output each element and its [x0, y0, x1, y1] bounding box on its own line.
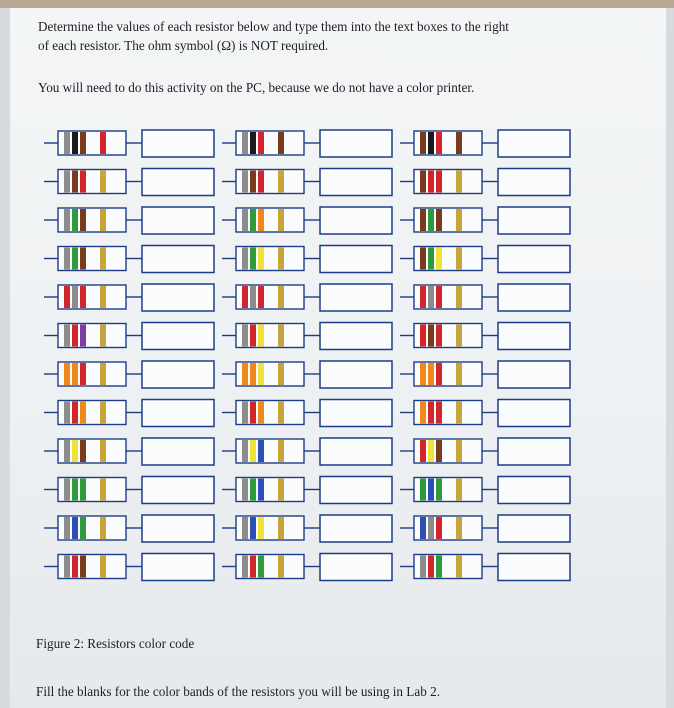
resistor-item [222, 207, 392, 234]
color-band-gold [456, 517, 462, 539]
resistor-value-input[interactable] [498, 400, 570, 427]
color-band-brown [428, 325, 434, 347]
resistor-item [222, 515, 392, 542]
color-band-gray [64, 209, 70, 231]
color-band-green [250, 479, 256, 501]
color-band-red [436, 402, 442, 424]
color-band-brown [80, 209, 86, 231]
color-band-gold [456, 171, 462, 193]
color-band-yellow [72, 440, 78, 462]
color-band-gold [278, 556, 284, 578]
color-band-red [258, 286, 264, 308]
resistor-value-input[interactable] [498, 130, 570, 157]
resistor-value-input[interactable] [142, 169, 214, 196]
color-band-blue [258, 440, 264, 462]
color-band-violet [80, 325, 86, 347]
resistor-value-input[interactable] [142, 477, 214, 504]
resistor-value-input[interactable] [498, 361, 570, 388]
color-band-gold [456, 440, 462, 462]
color-band-orange [250, 363, 256, 385]
color-band-gold [278, 402, 284, 424]
instruction-line-2: of each resistor. The ohm symbol (Ω) is NOT required. [38, 38, 329, 53]
color-band-red [250, 325, 256, 347]
color-band-red [436, 517, 442, 539]
color-band-yellow [428, 440, 434, 462]
color-band-green [250, 248, 256, 270]
color-band-gold [100, 479, 106, 501]
color-band-gray [64, 402, 70, 424]
color-band-red [436, 286, 442, 308]
resistor-item [222, 246, 392, 273]
resistor-item [222, 323, 392, 350]
resistor-value-input[interactable] [320, 246, 392, 273]
color-band-orange [72, 363, 78, 385]
footer-instruction: Fill the blanks for the color bands of the resistors you will be using in Lab 2. [36, 684, 440, 699]
resistor-item [44, 438, 214, 465]
color-band-red [428, 171, 434, 193]
resistor-item [222, 130, 392, 157]
color-band-gold [100, 517, 106, 539]
color-band-gold [100, 402, 106, 424]
color-band-gold [278, 479, 284, 501]
color-band-red [436, 363, 442, 385]
color-band-brown [80, 556, 86, 578]
color-band-red [250, 556, 256, 578]
resistor-item [400, 438, 570, 465]
color-band-black [250, 132, 256, 154]
color-band-red [436, 132, 442, 154]
resistor-item [222, 554, 392, 581]
color-band-blue [72, 517, 78, 539]
color-band-red [436, 325, 442, 347]
color-band-gold [100, 363, 106, 385]
color-band-brown [250, 171, 256, 193]
color-band-red [428, 556, 434, 578]
color-band-yellow [250, 440, 256, 462]
color-band-red [72, 556, 78, 578]
color-band-gray [64, 248, 70, 270]
resistor-value-input[interactable] [320, 515, 392, 542]
resistor-value-input[interactable] [320, 361, 392, 388]
color-band-yellow [436, 248, 442, 270]
color-band-red [420, 286, 426, 308]
resistor-item [400, 284, 570, 311]
resistor-value-input[interactable] [498, 323, 570, 350]
color-band-blue [258, 479, 264, 501]
resistor-item [44, 477, 214, 504]
color-band-orange [80, 402, 86, 424]
color-band-yellow [258, 517, 264, 539]
color-band-red [100, 132, 106, 154]
instruction-line-1: Determine the values of each resistor below and type them into the text boxes to the right [38, 19, 509, 34]
resistor-item [400, 323, 570, 350]
color-band-blue [250, 517, 256, 539]
resistor-item [222, 169, 392, 196]
color-band-gray [420, 556, 426, 578]
resistor-value-input[interactable] [320, 477, 392, 504]
color-band-gold [456, 479, 462, 501]
resistor-value-input[interactable] [498, 207, 570, 234]
color-band-gray [64, 479, 70, 501]
color-band-brown [72, 171, 78, 193]
color-band-red [80, 171, 86, 193]
color-band-green [420, 479, 426, 501]
resistor-value-input[interactable] [142, 207, 214, 234]
resistor-value-input[interactable] [498, 169, 570, 196]
resistor-value-input[interactable] [498, 477, 570, 504]
color-band-gold [100, 286, 106, 308]
color-band-gray [242, 171, 248, 193]
color-band-gray [242, 402, 248, 424]
color-band-gray [64, 556, 70, 578]
resistor-value-input[interactable] [498, 438, 570, 465]
color-band-brown [80, 248, 86, 270]
color-band-gold [100, 248, 106, 270]
color-band-gold [278, 325, 284, 347]
color-band-red [250, 402, 256, 424]
resistor-value-input[interactable] [320, 169, 392, 196]
color-band-green [72, 248, 78, 270]
color-band-green [250, 209, 256, 231]
color-band-brown [420, 171, 426, 193]
color-band-gray [242, 209, 248, 231]
color-band-yellow [258, 248, 264, 270]
color-band-orange [64, 363, 70, 385]
color-band-gray [242, 325, 248, 347]
color-band-green [80, 479, 86, 501]
color-band-blue [420, 517, 426, 539]
resistor-value-input[interactable] [142, 284, 214, 311]
color-band-black [428, 132, 434, 154]
color-band-brown [436, 440, 442, 462]
resistor-value-input[interactable] [498, 246, 570, 273]
color-band-gold [456, 248, 462, 270]
resistor-item [222, 477, 392, 504]
color-band-green [428, 209, 434, 231]
resistor-item [44, 515, 214, 542]
color-band-brown [436, 209, 442, 231]
resistor-value-input[interactable] [320, 323, 392, 350]
resistor-value-input[interactable] [142, 246, 214, 273]
color-band-gray [242, 440, 248, 462]
resistor-item [44, 400, 214, 427]
color-band-gold [278, 363, 284, 385]
resistor-item [44, 246, 214, 273]
color-band-gold [278, 286, 284, 308]
resistor-item [222, 284, 392, 311]
color-band-gold [278, 248, 284, 270]
color-band-gold [456, 556, 462, 578]
color-band-gray [64, 325, 70, 347]
color-band-orange [420, 363, 426, 385]
resistor-value-input[interactable] [142, 438, 214, 465]
resistor-value-input[interactable] [142, 323, 214, 350]
resistor-item [44, 130, 214, 157]
resistor-value-input[interactable] [320, 207, 392, 234]
color-band-red [80, 363, 86, 385]
color-band-gold [456, 286, 462, 308]
resistor-item [400, 207, 570, 234]
color-band-red [436, 171, 442, 193]
color-band-gray [428, 517, 434, 539]
color-band-red [420, 440, 426, 462]
color-band-green [72, 479, 78, 501]
resistor-item [400, 554, 570, 581]
color-band-gray [72, 286, 78, 308]
resistor-value-input[interactable] [142, 554, 214, 581]
color-band-gray [64, 132, 70, 154]
resistor-value-input[interactable] [142, 400, 214, 427]
color-band-red [242, 286, 248, 308]
resistor-item [44, 169, 214, 196]
resistor-item [400, 400, 570, 427]
color-band-brown [420, 248, 426, 270]
color-band-green [80, 517, 86, 539]
color-band-yellow [258, 325, 264, 347]
color-band-gray [242, 517, 248, 539]
color-band-gold [456, 363, 462, 385]
resistor-value-input[interactable] [142, 515, 214, 542]
color-band-green [258, 556, 264, 578]
color-band-gray [428, 286, 434, 308]
color-band-red [64, 286, 70, 308]
resistor-item [222, 361, 392, 388]
resistor-item [44, 207, 214, 234]
color-band-green [436, 479, 442, 501]
color-band-green [436, 556, 442, 578]
color-band-red [258, 132, 264, 154]
color-band-orange [242, 363, 248, 385]
color-band-gold [100, 440, 106, 462]
color-band-brown [278, 132, 284, 154]
color-band-gold [278, 517, 284, 539]
color-band-gray [242, 556, 248, 578]
color-band-gray [250, 286, 256, 308]
resistor-item [400, 361, 570, 388]
resistor-item [400, 477, 570, 504]
color-band-gold [100, 171, 106, 193]
color-band-gold [100, 556, 106, 578]
color-band-orange [258, 402, 264, 424]
color-band-yellow [258, 363, 264, 385]
color-band-red [80, 286, 86, 308]
resistor-item [222, 400, 392, 427]
resistor-value-input[interactable] [320, 284, 392, 311]
color-band-gold [456, 209, 462, 231]
resistor-value-input[interactable] [320, 400, 392, 427]
resistor-item [400, 515, 570, 542]
resistor-item [400, 169, 570, 196]
resistor-item [44, 284, 214, 311]
color-band-gold [456, 325, 462, 347]
color-band-gold [278, 209, 284, 231]
color-band-orange [428, 363, 434, 385]
color-band-red [428, 402, 434, 424]
color-band-gold [456, 402, 462, 424]
color-band-orange [258, 209, 264, 231]
resistor-item [400, 246, 570, 273]
color-band-gray [64, 517, 70, 539]
resistor-value-input[interactable] [498, 554, 570, 581]
resistor-item [44, 554, 214, 581]
resistor-item [400, 130, 570, 157]
color-band-brown [80, 132, 86, 154]
color-band-gray [64, 440, 70, 462]
color-band-brown [420, 209, 426, 231]
color-band-orange [420, 402, 426, 424]
resistor-value-input[interactable] [320, 130, 392, 157]
color-band-red [258, 171, 264, 193]
resistor-item [44, 323, 214, 350]
color-band-black [72, 132, 78, 154]
color-band-brown [456, 132, 462, 154]
color-band-gray [242, 132, 248, 154]
resistor-value-input[interactable] [498, 284, 570, 311]
color-band-green [428, 248, 434, 270]
resistor-value-input[interactable] [320, 554, 392, 581]
color-band-gray [64, 171, 70, 193]
resistor-item [44, 361, 214, 388]
color-band-gold [100, 209, 106, 231]
color-band-gold [278, 440, 284, 462]
color-band-gold [278, 171, 284, 193]
resistor-item [222, 438, 392, 465]
color-band-gray [242, 248, 248, 270]
resistor-value-input[interactable] [142, 361, 214, 388]
color-band-red [72, 402, 78, 424]
color-band-gray [242, 479, 248, 501]
color-band-green [72, 209, 78, 231]
color-band-red [420, 325, 426, 347]
instruction-line-3: You will need to do this activity on the PC, because we do not have a color printer. [38, 80, 475, 95]
color-band-brown [420, 132, 426, 154]
resistor-value-input[interactable] [320, 438, 392, 465]
color-band-brown [80, 440, 86, 462]
figure-caption: Figure 2: Resistors color code [36, 636, 195, 651]
resistor-value-input[interactable] [498, 515, 570, 542]
color-band-gold [100, 325, 106, 347]
color-band-red [72, 325, 78, 347]
color-band-blue [428, 479, 434, 501]
resistor-value-input[interactable] [142, 130, 214, 157]
